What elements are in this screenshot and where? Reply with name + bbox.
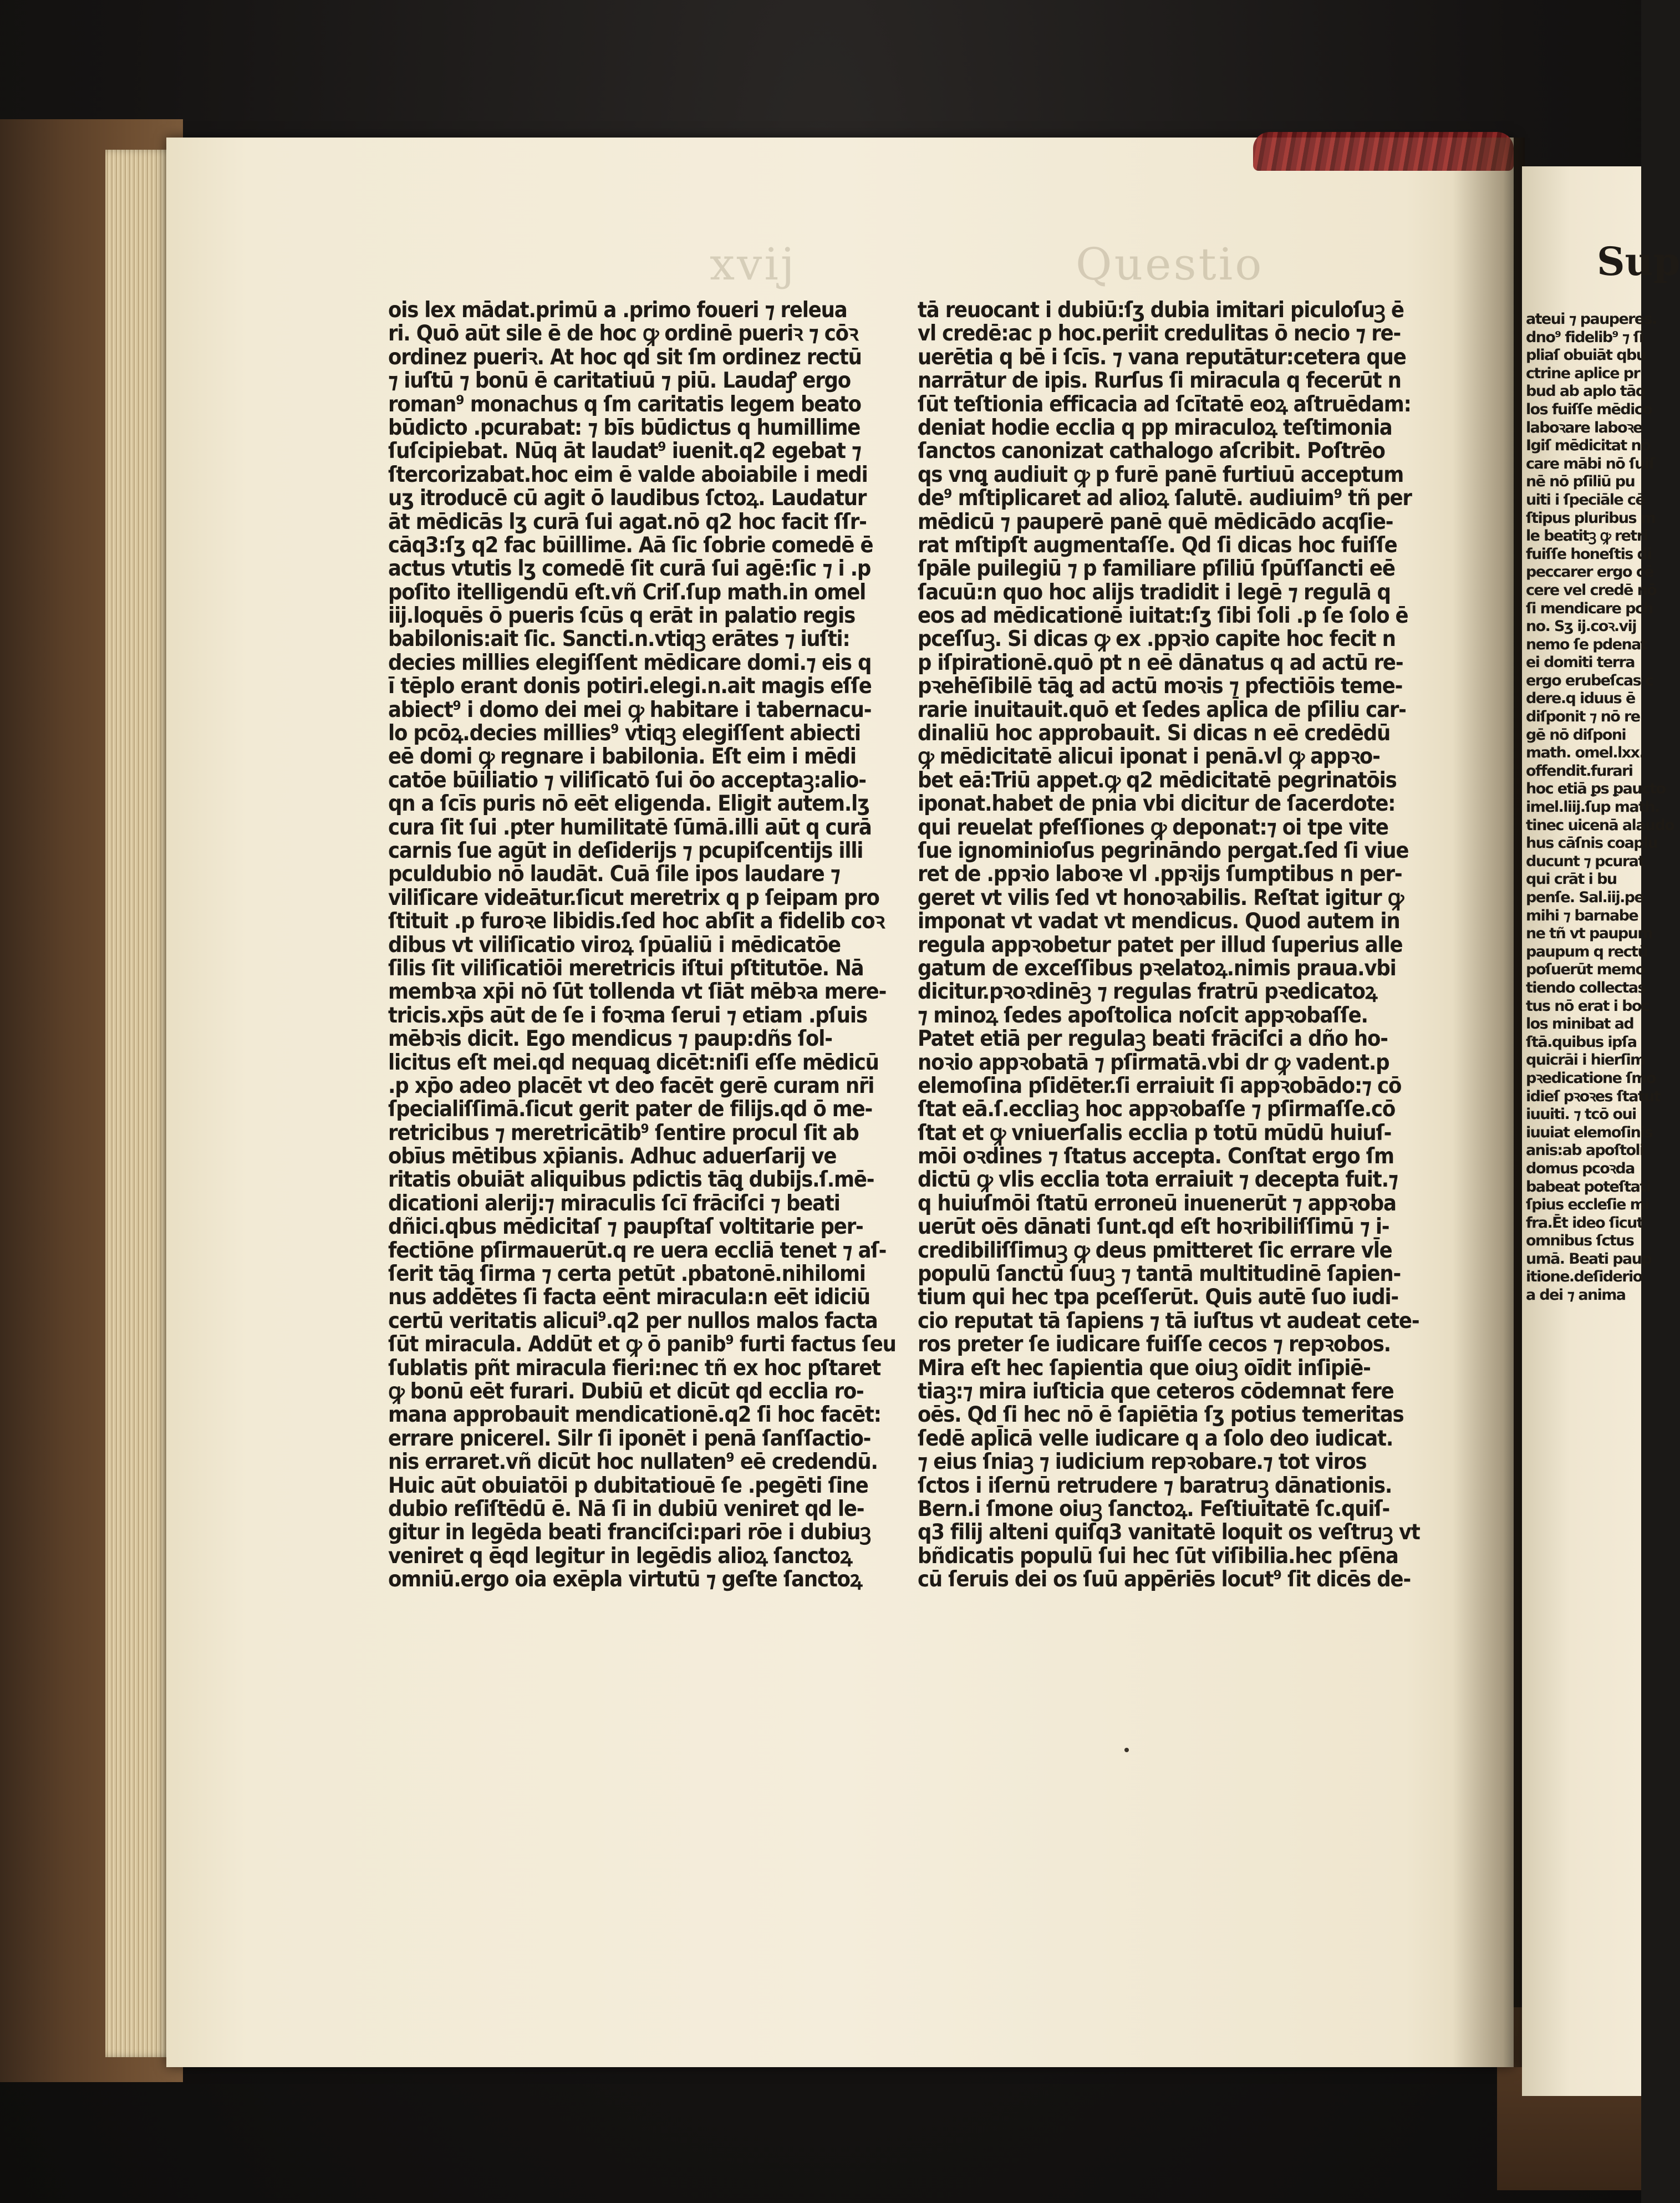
text-line: ſūt teſtionia efficacia ad ſcītatē eoꝝ aſtruēdam: <box>918 391 1411 417</box>
text-line: nis erraret.vñ dicūt hoc nullaten⁹ eē credendū. <box>388 1449 878 1475</box>
facing-text-line: ſpius eccleſie mi <box>1526 1196 1649 1214</box>
text-line: elemoſina pſidēter.ſi erraiuit ſi appꝛobādo:⁊ cō <box>918 1072 1402 1098</box>
text-line: dinaliū hoc approbauit. Si dicas n eē credēdū <box>918 720 1391 746</box>
text-line: tā reuocant i dubiū:ſʒ dubia imitari piculoſuꝫ ē <box>918 297 1404 323</box>
text-line: nus addētes ſi facta eēnt miracula:n eēt idiciū <box>388 1284 870 1310</box>
text-line: roman⁹ monachus q ſm caritatis legem beato <box>388 391 861 417</box>
facing-text-line: Igiſ mēdicitat nō <box>1526 437 1651 455</box>
facing-text-line: iuuiat elemoſinis <box>1526 1123 1653 1141</box>
text-column-right <box>918 297 1420 1593</box>
facing-text-line: qui crāt i bu <box>1526 871 1617 888</box>
text-line: carnis ſue agūt in deſiderijs ⁊ pcupiſcentijs illi <box>388 837 863 863</box>
text-line: iij.loquēs ō pueris ſcūs q erāt in palatio regis <box>388 603 856 629</box>
facing-text-line: gē nō diſponi <box>1526 726 1626 744</box>
text-line: tricis.xp̄s aūt de ſe i foꝛma ſerui ⁊ etiam .pſuis <box>388 1002 867 1028</box>
text-line: uerūt oēs dānati ſunt.qd eſt hoꝛribiliſſimū ⁊ i- <box>918 1214 1389 1240</box>
text-line: gitur in legēda beati franciſci:pari rōe i dubiuꝫ <box>388 1519 871 1545</box>
facing-text-line: ſtā.quibus ipſa <box>1526 1033 1637 1051</box>
text-line: mēdicū ⁊ pauperē panē quē mēdicādo acqſie- <box>918 508 1393 535</box>
text-line: rarie inuitauit.quō et ſedes apl̄ica de pſiliu car- <box>918 696 1406 723</box>
ink-speck <box>1124 1748 1129 1752</box>
text-line: rat mſtipſt augmentaſſe. Qd ſi dicas hoc fuiſſe <box>918 532 1397 558</box>
facing-text-line: tus nō erat i boc <box>1526 997 1650 1015</box>
text-line: ſpāle puilegiū ⁊ p familiare pſiliū ſpūſſancti eē <box>918 556 1395 582</box>
text-line: noꝛio appꝛobatā ⁊ pſirmatā.vbi dr ꝙ vadent.p <box>918 1049 1389 1075</box>
facing-text-line: quicrāi i hierſim <box>1526 1051 1645 1069</box>
text-line: iponat.habet de pnia vbi dicitur de ſacerdote: <box>918 791 1396 817</box>
facing-text-line: nē nō pſiliū pu <box>1526 473 1635 491</box>
facing-text-line: a dei ⁊ anima <box>1526 1286 1626 1304</box>
text-line: dñici.qbus mēdicitaſ ⁊ paupſtaſ voltitarie per- <box>388 1214 863 1240</box>
facing-text-line: ctrine aplice pr <box>1526 364 1640 382</box>
facing-text-line: cere vel credē nō <box>1526 581 1657 599</box>
facing-text-line: pꝛedicatione ſmo <box>1526 1069 1656 1087</box>
facing-text-line: babeat poteſtati <box>1526 1178 1651 1195</box>
facing-text-line: umā. Beati paup <box>1526 1250 1652 1268</box>
text-line: vl credē:ac p hoc.periit credulitas ō necio ⁊ re- <box>918 320 1401 347</box>
facing-text-line: ei domiti terra <box>1526 654 1635 671</box>
text-line: dictū ꝙ vlis ecclia tota erraiuit ⁊ decepta fuit.⁊ <box>918 1167 1398 1193</box>
text-line: narrātur de ipis. Rurſus ſi miracula q fecerūt n <box>918 368 1401 394</box>
facing-text-line: ducunt ⁊ pcurat <box>1526 852 1645 870</box>
facing-text-line: laboꝛare laboꝛe <box>1526 419 1642 436</box>
text-column-left <box>388 297 896 1593</box>
facing-text-line: poſuerūt memo <box>1526 961 1645 979</box>
text-line: ſanctos canonizat cathalogo aſcribit. Poſtrēo <box>918 438 1385 464</box>
text-line: certū veritatis alicui⁹.q2 per nullos malos facta <box>388 1307 878 1334</box>
text-line: ſerit tāꝗ ſirma ⁊ certa petūt .pbatonē.nihilomi <box>388 1261 866 1287</box>
faint-folio-number: xvij <box>710 238 797 290</box>
facing-text-line: domus pcoꝛda <box>1526 1159 1635 1177</box>
text-line: ſuſcipiebat. Nūq āt laudat⁹ iuenit.q2 egebat ⁊ <box>388 438 861 464</box>
facing-text-line: iuuiti. ⁊ tcō oui <box>1526 1106 1636 1123</box>
text-line: uʒ itroducē cū agit ō laudibus ſctoꝝ. Laudatur <box>388 485 867 511</box>
text-line: omniū.ergo oia exēpla virtutū ⁊ geſte ſanctoꝝ <box>388 1566 862 1593</box>
text-line: ri. Quō aūt sile ē de hoc ꝙ ordinē pueriꝛ ⁊ cōꝛ <box>388 320 858 347</box>
text-line: uerētia q bē i ſcīs. ⁊ vana reputātur:cetera que <box>918 344 1406 370</box>
facing-text-line: fuiſſe honeſtis di <box>1526 545 1651 563</box>
facing-text-line: mihi ⁊ barnabe <box>1526 907 1638 924</box>
text-line: ī tēplo erant donis potiri.elegi.n.ait magis eſſe <box>388 673 872 699</box>
facing-text-line: dere.q iduus ē <box>1526 690 1635 708</box>
text-line: cāq3:ſʒ q2 fac būillime. Aā ſic ſobrie comedē ē <box>388 532 873 558</box>
facing-text-line: bud ab aplo tāq <box>1526 383 1646 400</box>
facing-text-line: care mābi nō ſuiſ <box>1526 455 1654 472</box>
text-line: qs vnꝗ audiuit ꝙ p furē panē furtiuū acceptum <box>918 461 1404 487</box>
text-line: actus vtutis lʒ comedē ſit curā ſui agē:ſic ⁊ i .p <box>388 556 871 582</box>
text-line: obīus mētibus xp̄ianis. Adhuc aduerſarij ve <box>388 1143 837 1169</box>
text-line: ſtituit .p furoꝛe libidis.ſed hoc abſit a fidelib coꝛ <box>388 908 884 934</box>
facing-text-line: penſe. Sal.iij.pe <box>1526 889 1644 906</box>
text-line: dubio reſiſtēdū ē. Nā ſi in dubiū veniret qd le- <box>388 1495 864 1522</box>
text-line: tium qui hec tpa pceſſerūt. Quis autē ſuo iudi- <box>918 1284 1398 1310</box>
text-line: pceſſuꝫ. Si dicas ꝙ ex .ppꝛio capite hoc fecit n <box>918 626 1396 652</box>
text-line: ꝙ mēdicitatē alicui iponat i penā.vl ꝙ appꝛo- <box>918 744 1380 770</box>
facing-text-line: ſtipus pluribus m <box>1526 509 1656 527</box>
facing-text-line: fra.Ēt ideo ſicut <box>1526 1214 1643 1232</box>
text-line: viliſicare videātur.ſicut meretrix q p ſeipam pro <box>388 884 879 910</box>
text-line: ſacuū:n quo hoc alijs tradidit i legē ⁊ regulā q <box>918 579 1391 605</box>
text-line: gatum de exceſſibus pꝛelatoꝝ.nimis praua.vbi <box>918 955 1396 981</box>
text-line: ſtercorizabat.hoc eim ē valde aboiabile i medi <box>388 461 868 487</box>
facing-text-line: ne tñ vt paupum <box>1526 925 1652 943</box>
facing-text-line: offendit.furari <box>1526 762 1633 780</box>
facing-text-line: tinec uicenā alaudo <box>1526 816 1674 834</box>
facing-text-line: no. Sʒ ij.coꝛ.vij <box>1526 618 1636 635</box>
text-line: ſilis ſit viliſicatiōi meretricis iſtui pſtitutōe. Nā <box>388 955 864 981</box>
facing-text-line: nemo ſe pdenat <box>1526 635 1647 653</box>
facing-text-line: le beatitꝫ ꝙ retri <box>1526 527 1648 545</box>
text-line: mēbꝛis dicit. Ego mendicus ⁊ paup:dñs ſol- <box>388 1026 832 1052</box>
faint-running-head: Questio <box>1076 238 1264 290</box>
text-line: oēs. Qd ſi hec nō ē ſapiētia ſʒ potius temeritas <box>918 1402 1404 1428</box>
facing-text-line: anis:ab apoſtoli <box>1526 1142 1644 1159</box>
text-line: deniat hodie ecclia q pp miraculoꝝ teſtimonia <box>918 414 1392 440</box>
text-line: ſtat eā.ſ.eccliaꝫ hoc appꝛobaſſe ⁊ pſirmaſſe.cō <box>918 1096 1396 1122</box>
text-line: p iſpirationē.quō pt n eē dānatus q ad actū re- <box>918 649 1403 675</box>
text-line: ſpecialiſſimā.ſicut gerit pater de filijs.qd ō me- <box>388 1096 873 1122</box>
facing-text-line: ateui ⁊ pauperes. <box>1526 311 1657 328</box>
text-line: Mira eſt hec ſapientia que oiuꝫ oīdit inſipiē- <box>918 1355 1371 1381</box>
facing-text-line: peccarer ergo cē <box>1526 563 1653 581</box>
text-line: Patet etiā per regulaꝫ beati frāciſci a dño ho- <box>918 1026 1388 1052</box>
text-line: ſublatis pñt miracula fieri:nec tñ ex hoc pſtaret <box>388 1355 881 1381</box>
text-line: ros preter ſe iudicare fuiſſe cecos ⁊ repꝛobos. <box>918 1331 1391 1357</box>
facing-page-text <box>1526 311 1674 1305</box>
text-line: eē domi ꝙ regnare i babilonia. Eſt eim i mēdi <box>388 744 856 770</box>
facing-text-line: tiendo collectas <box>1526 979 1646 996</box>
text-line: ſūt miracula. Addūt et ꝙ ō panib⁹ furti factus ſeu <box>388 1331 896 1357</box>
text-line: de⁹ mſtiplicaret ad alioꝝ ſalutē. audiuim⁹ tñ per <box>918 485 1412 511</box>
gutter-shadow <box>1453 138 1525 2067</box>
text-line: geret vt vilis ſed vt honoꝛabilis. Reſtat igitur ꝙ <box>918 884 1404 910</box>
facing-page-running-head: Sup <box>1597 238 1680 284</box>
facing-text-line: hoc etiā ꝑs ꝑaucto <box>1526 780 1666 798</box>
text-line: poſito itelligendū eſt.vñ Criſ.ſup math.in omel <box>388 579 866 605</box>
text-line: lo pcōꝝ.decies millies⁹ vtiqꝫ elegiſſent abiecti <box>388 720 861 746</box>
text-line: bet eā:Triū appet.ꝙ q2 mēdicitatē pegrinatōis <box>918 767 1397 793</box>
text-line: decies millies elegiſſent mēdicare domi.⁊ eis q <box>388 649 872 675</box>
facing-text-line: itione.deſiderio <box>1526 1268 1642 1286</box>
text-line: babilonis:ait ſic. Sancti.n.vtiqꝫ erātes ⁊ iuſti: <box>388 626 850 652</box>
text-line: .p xp̄o adeo placēt vt deo facēt gerē curam nr̄i <box>388 1072 874 1098</box>
text-line: āt mēdicās lʒ curā ſui agat.nō q2 hoc facit ſſr- <box>388 508 867 535</box>
facing-text-line: pliaſ obuiāt qbu <box>1526 347 1646 364</box>
text-line: retricibus ⁊ meretricātib⁹ ſentire procul ſit ab <box>388 1120 859 1146</box>
text-line: ordinez pueriꝛ. At hoc qd sit ſm ordinez rectū <box>388 344 862 370</box>
facing-text-line: imel.liij.ſup math. <box>1526 798 1659 816</box>
text-line: pꝛehēſibilē tāꝗ ad actū moꝛis ⁊ pfectiōis teme- <box>918 673 1403 699</box>
text-line: licitus eſt mei.qd nequaꝗ dicēt:niſi eſſe mēdicū <box>388 1049 879 1075</box>
text-line: būdicto .pcurabat: ⁊ bīs būdictus q humillime <box>388 414 861 440</box>
text-line: qn a ſcīs puris nō eēt eligenda. Eligit autem.lʒ <box>388 791 869 817</box>
text-line: dicationi alerij:⁊ miraculis ſcī frāciſci ⁊ beati <box>388 1190 840 1216</box>
facing-text-line: uiti i ſpeciāle cē <box>1526 491 1645 508</box>
facing-text-line: diſponit ⁊ nō re <box>1526 708 1640 726</box>
facing-text-line: hus cāſnis coaplu <box>1526 835 1658 852</box>
facing-text-line: idieſ pꝛoꝛes ſtatut <box>1526 1087 1661 1105</box>
text-line: abiect⁹ i domo dei mei ꝙ habitare i tabernacu- <box>388 696 872 723</box>
text-line: Huic aūt obuiatōi p dubitatiouē ſe .pegēti ſine <box>388 1472 868 1498</box>
facing-text-line: los minibat ad <box>1526 1015 1634 1033</box>
text-line: veniret q ēqd legitur in legēdis alioꝝ ſanctoꝝ <box>388 1543 852 1569</box>
text-line: ritatis obuiāt aliquibus pdictis tāꝗ dubijs.ſ.mē- <box>388 1167 874 1193</box>
text-line: tiaꝫ:⁊ mira iuſticia que ceteros cōdemnat fere <box>918 1378 1394 1404</box>
text-line: membꝛa xp̄i nō ſūt tollenda vt ſiāt mēbꝛa mere- <box>388 979 887 1005</box>
text-line: regula appꝛobetur patet per illud ſuperius alle <box>918 932 1403 958</box>
text-line: q3 filij alteni quiſq3 vanitatē loquit os veſtruꝫ vt <box>918 1519 1420 1545</box>
text-line: cio reputat tā ſapiens ⁊ tā iuſtus vt audeat cete- <box>918 1307 1419 1334</box>
text-line: ⁊ minoꝝ ſedes apoſtolica noſcit appꝛobaſſe. <box>918 1002 1368 1028</box>
text-line: ꝙ bonū eēt furari. Dubiū et dicūt qd ecclia ro- <box>388 1378 864 1404</box>
text-line: ois lex mādat.primū a .primo foueri ⁊ releua <box>388 297 847 323</box>
text-line: cura ſit ſui .pter humilitatē ſūmā.illi aūt q curā <box>388 814 872 840</box>
facing-text-line: math. omel.lxx. <box>1526 744 1644 762</box>
text-line: dibus vt viliſicatio viroꝝ ſpūaliū i mēdicatōe <box>388 932 841 958</box>
text-line: mōi oꝛdines ⁊ ſtatus accepta. Conſtat ergo ſm <box>918 1143 1394 1169</box>
text-line: cū ſeruis dei os ſuū appēriēs locut⁹ ſit dicēs de- <box>918 1566 1411 1593</box>
text-line: bñdicatis populū ſui hec ſūt viſibilia.hec pſēna <box>918 1543 1398 1569</box>
text-line: mana approbauit mendicationē.q2 ſi hoc facēt: <box>388 1402 881 1428</box>
text-line: ſtat et ꝙ vniuerſalis ecclia p totū mūdū huiuſ- <box>918 1120 1392 1146</box>
text-line: pculdubio nō laudāt. Cuā ſile ipos laudare ⁊ <box>388 861 840 887</box>
text-line: dicitur.pꝛoꝛdinēꝫ ⁊ regulas fratrū pꝛedicatoꝝ <box>918 979 1377 1005</box>
facing-text-line: los fuiſſe mēdico <box>1526 400 1652 418</box>
facing-text-line: ergo erubeſcas c <box>1526 671 1653 689</box>
text-line: ſue ignominioſus pegrināndo pergat.ſed ſi viue <box>918 837 1409 863</box>
text-line: populū ſanctū ſuuꝫ ⁊ tantā multitudinē ſapien- <box>918 1261 1401 1287</box>
text-line: ⁊ iuſtū ⁊ bonū ē caritatiuū ⁊ piū. Laudaꝭ ergo <box>388 368 851 394</box>
text-line: ret de .ppꝛio laboꝛe vl .ppꝛijs ſumptibus n per- <box>918 861 1402 887</box>
facing-text-line: ſi mendicare pch <box>1526 599 1653 617</box>
text-line: ſedē apl̄icā velle iudicare q a ſolo deo iudicat. <box>918 1425 1393 1451</box>
facing-text-line: paupum q rectū <box>1526 943 1647 960</box>
text-line: catōe būiliatio ⁊ viliſicatō ſui ōo acceptaꝫ:alio- <box>388 767 866 793</box>
text-line: ⁊ eius ſniaꝫ ⁊ iudicium repꝛobare.⁊ tot viros <box>918 1449 1367 1475</box>
text-line: imponat vt vadat vt mendicus. Quod autem in <box>918 908 1400 934</box>
text-line: errare pnicerel. Silr ſi iponēt i penā ſanſſactio- <box>388 1425 871 1451</box>
text-line: qui reuelat pfeſſiones ꝙ deponat:⁊ oi tpe vite <box>918 814 1388 840</box>
facing-text-line: dno⁹ fidelib⁹ ⁊ ſi <box>1526 328 1643 346</box>
text-line: ſctos i iſernū retrudere ⁊ baratruꝫ dānationis. <box>918 1472 1392 1498</box>
text-line: fectiōne pſirmauerūt.q re uera eccliā tenet ⁊ aſ- <box>388 1237 887 1263</box>
text-line: eos ad mēdicationē iuitat:ſʒ ſibi ſoli .p ſe ſolo ē <box>918 603 1408 629</box>
facing-text-line: omnibus ſctus <box>1526 1232 1634 1250</box>
text-line: Bern.i ſmone oiuꝫ ſanctoꝝ. Feſtiuitatē ſc.quiſ- <box>918 1495 1390 1522</box>
text-line: q huiuſmōi ſtatū erroneū inuenerūt ⁊ appꝛoba <box>918 1190 1396 1216</box>
text-line: credibiliſſimuꝫ ꝙ deus pmitteret ſic errare vl̄e <box>918 1237 1392 1263</box>
